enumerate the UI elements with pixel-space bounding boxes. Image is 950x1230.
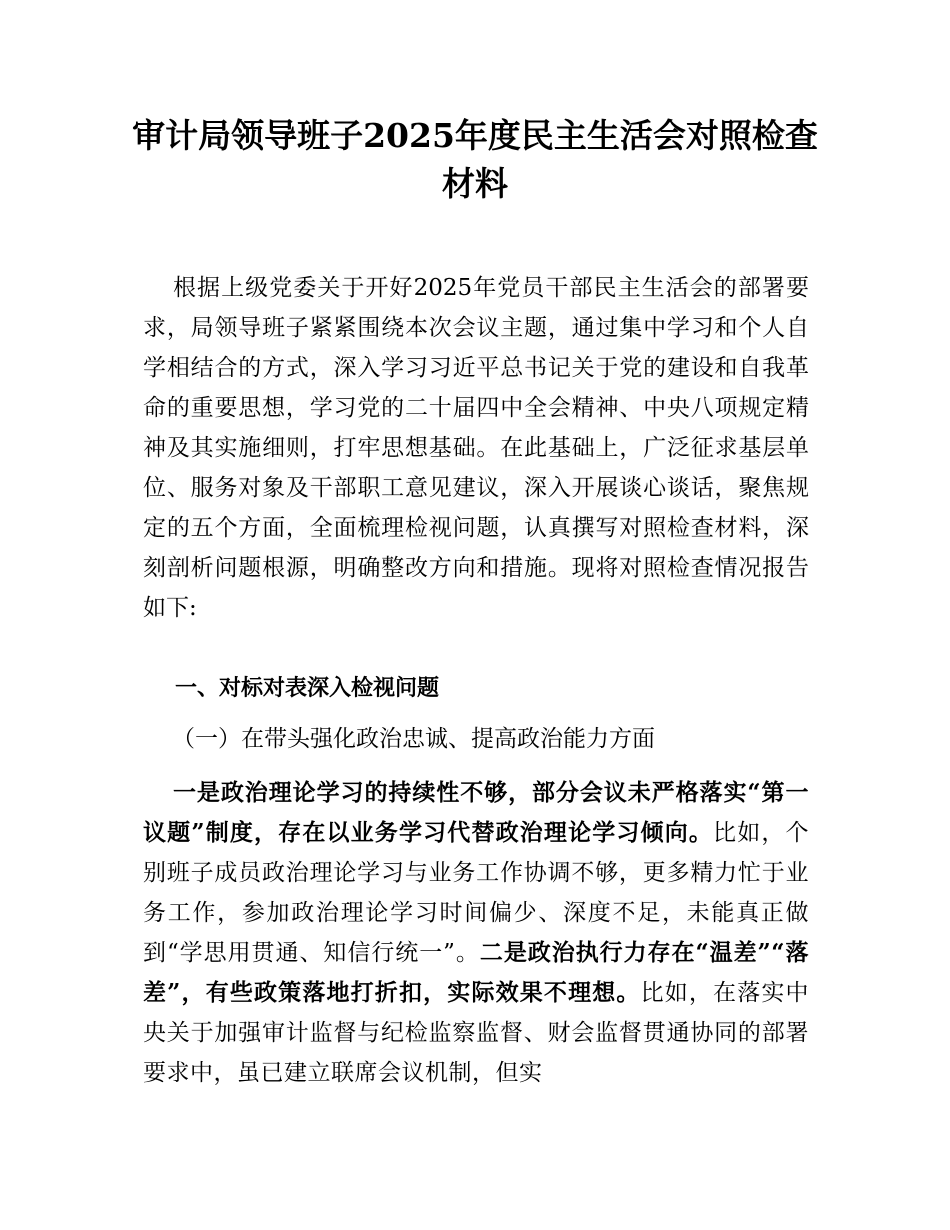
problem-1-detail: 比如，个别班子成员政治理论学习与业务工作协调不够，更多精力忙于业务工作，参加政治理论学习时间偏少、深度不足，未能真正做到“学思用贯通、知信行统一”。	[143, 820, 810, 966]
problem-1-summary: 一是政治理论学习的持续性不够，部分会议未严格落实“第一议题”制度，存在以业务学习代替政治理论学习倾向。	[143, 779, 809, 846]
problem-2-summary: 二是政治执行力存在“温差”“落差”，有些政策落地打折扣，实际效果不理想。	[143, 939, 809, 1006]
intro-paragraph: 根据上级党委关于开好2025年党员干部民主生活会的部署要求，局领导班子紧紧围绕本次会议主题，通过集中学习和个人自学相结合的方式，深入学习习近平总书记关于党的建设和自我革命的重要思想，学习党的二十届四中全会精神、中央八项规定精神及其实施细则，打牢思想基础。在此基础上，广泛征求基层单位、服务对象及干部职工意见建议，深入开展谈心谈话，聚焦规定的五个方面，全面梳理检视问题，认真撰写对照检查材料，深刻剖析问题根源，明确整改方向和措施。现将对照检查情况报告如下:	[143, 275, 809, 621]
problem-2-detail: 比如，在落实中央关于加强审计监督与纪检监察监督、财会监督贯通协同的部署要求中，虽已建立联席会议机制，但实	[143, 980, 810, 1086]
document-title: 审计局领导班子2025年度民主生活会对照检查材料	[132, 116, 818, 203]
problem-paragraph	[143, 773, 809, 1093]
subsection-heading: （一）在带头强化政治忠诚、提高政治能力方面	[172, 726, 655, 752]
section-heading: 一、对标对表深入检视问题	[175, 676, 440, 701]
